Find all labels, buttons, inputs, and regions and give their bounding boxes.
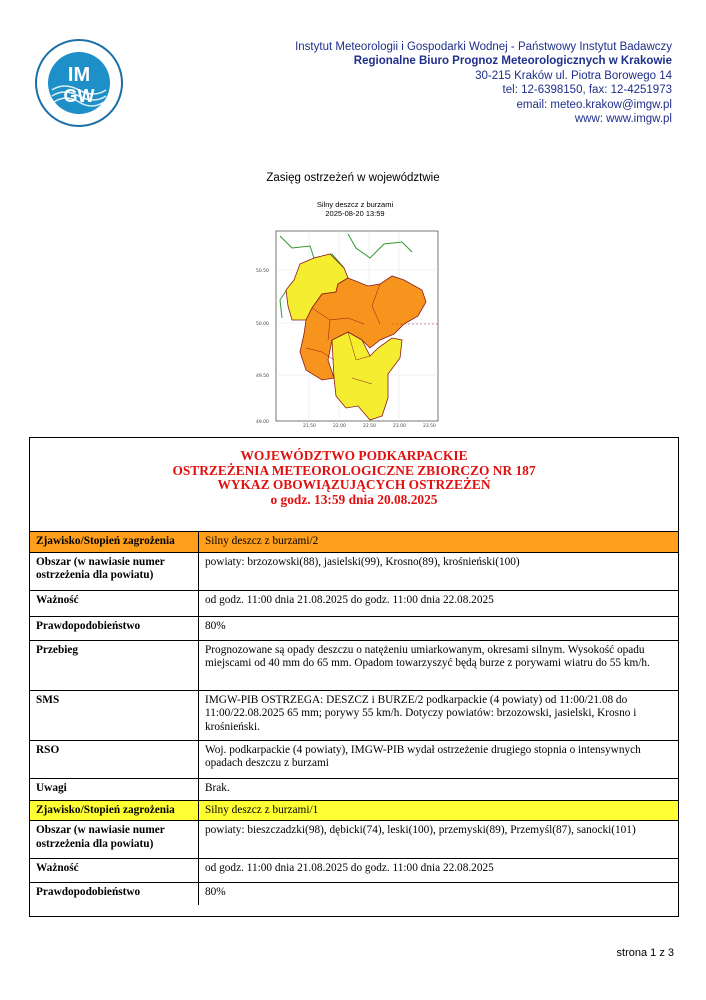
imgw-logo (34, 38, 124, 128)
lat-tick-2: 50.00 (256, 322, 269, 327)
office-name: Regionalne Biuro Prognoz Meteorologicznych w Krakowie (353, 55, 672, 68)
table-row (30, 883, 678, 905)
table-row (30, 616, 678, 640)
row-label: Ważność (30, 590, 199, 616)
row-label: RSO (30, 740, 199, 778)
row-value: 80% (199, 616, 679, 640)
phone-fax: tel: 12-6398150, fax: 12-4251973 (502, 84, 672, 97)
row-value: 80% (199, 883, 679, 905)
warning-map (252, 228, 442, 428)
table-row (30, 690, 678, 740)
row-label: SMS (30, 690, 199, 740)
table-row (30, 778, 678, 800)
row-value: IMGW-PIB OSTRZEGA: DESZCZ i BURZE/2 podkarpackie (4 powiaty) od 11:00/21.08 do 11:00/22.08.2025 65 mm; porywy 55 km/h. Dotyczy powiatów: brzozowski, jasielski, Krosno i krośnieński. (199, 690, 679, 740)
logo-text-bottom: GW (63, 86, 95, 106)
lon-tick-2: 22.00 (333, 424, 346, 428)
table-row (30, 590, 678, 616)
row-label: Obszar (w nawiasie numer ostrzeżenia dla powiatu) (30, 552, 199, 590)
row-value: od godz. 11:00 dnia 21.08.2025 do godz. 11:00 dnia 22.08.2025 (199, 859, 679, 883)
row-label: Przebieg (30, 640, 199, 690)
lat-tick-1: 50.50 (256, 269, 269, 274)
address: 30-215 Kraków ul. Piotra Borowego 14 (475, 69, 672, 82)
panel-heading (30, 438, 678, 532)
table-row (30, 800, 678, 821)
table-row (30, 532, 678, 552)
row-label: Uwagi (30, 778, 199, 800)
issue-time: o godz. 13:59 dnia 20.08.2025 (270, 491, 438, 507)
table-row (30, 640, 678, 690)
institute-header (295, 40, 672, 126)
institute-name: Instytut Meteorologii i Gospodarki Wodnej - Państwowy Instytut Badawczy (295, 41, 672, 53)
row-label: Obszar (w nawiasie numer ostrzeżenia dla powiatu) (30, 821, 199, 859)
row-value: Woj. podkarpackie (4 powiaty), IMGW-PIB wydał ostrzeżenie drugiego stopnia o intensywnych opadach deszczu z burzami (199, 740, 679, 778)
lat-tick-3: 49.50 (256, 374, 269, 379)
row-label: Ważność (30, 859, 199, 883)
website: www: www.imgw.pl (574, 113, 672, 126)
lon-tick-4: 23.00 (393, 424, 406, 428)
table-row (30, 859, 678, 883)
row-value: Prognozowane są opady deszczu o natężeniu umiarkowanym, okresami silnym. Wysokość opadu miejscami od 40 mm do 65 mm. Opadom towarzyszyć będą burze z porywami wiatru do 55 km/h. (199, 640, 679, 690)
row-value: Brak. (199, 778, 679, 800)
row-value: Silny deszcz z burzami/1 (199, 800, 679, 821)
lon-tick-1: 21.50 (303, 424, 316, 428)
map-title: Zasięg ostrzeżeń w województwie (266, 172, 440, 184)
page-number: strona 1 z 3 (616, 947, 674, 959)
row-value: powiaty: bieszczadzki(98), dębicki(74), leski(100), przemyski(89), Przemyśl(87), sanocki(101) (199, 821, 679, 859)
warnings-panel (29, 437, 679, 917)
warnings-table (30, 532, 678, 905)
map-caption-date: 2025-08-20 13:59 (325, 209, 385, 218)
row-label: Prawdopodobieństwo (30, 616, 199, 640)
row-value: Silny deszcz z burzami/2 (199, 532, 679, 552)
lat-tick-4: 49.00 (256, 420, 269, 425)
email: email: meteo.krakow@imgw.pl (516, 98, 672, 111)
bulletin-title: OSTRZEŻENIA METEOROLOGICZNE ZBIORCZO NR 187 (172, 462, 536, 478)
row-label: Zjawisko/Stopień zagrożenia (30, 800, 199, 821)
logo-text-top: IM (67, 64, 91, 86)
row-value: od godz. 11:00 dnia 21.08.2025 do godz. 11:00 dnia 22.08.2025 (199, 590, 679, 616)
lon-tick-5: 23.50 (423, 424, 436, 428)
list-title: WYKAZ OBOWIĄZUJĄCYCH OSTRZEŻEŃ (217, 477, 491, 493)
lon-tick-3: 22.50 (363, 424, 376, 428)
table-row (30, 821, 678, 859)
row-label: Zjawisko/Stopień zagrożenia (30, 532, 199, 552)
row-label: Prawdopodobieństwo (30, 883, 199, 905)
table-row (30, 740, 678, 778)
row-value: powiaty: brzozowski(88), jasielski(99), Krosno(89), krośnieński(100) (199, 552, 679, 590)
table-row (30, 552, 678, 590)
map-caption (305, 200, 405, 218)
voivodeship-title: WOJEWÓDZTWO PODKARPACKIE (240, 448, 468, 463)
map-caption-phenomenon: Silny deszcz z burzami (316, 200, 394, 209)
